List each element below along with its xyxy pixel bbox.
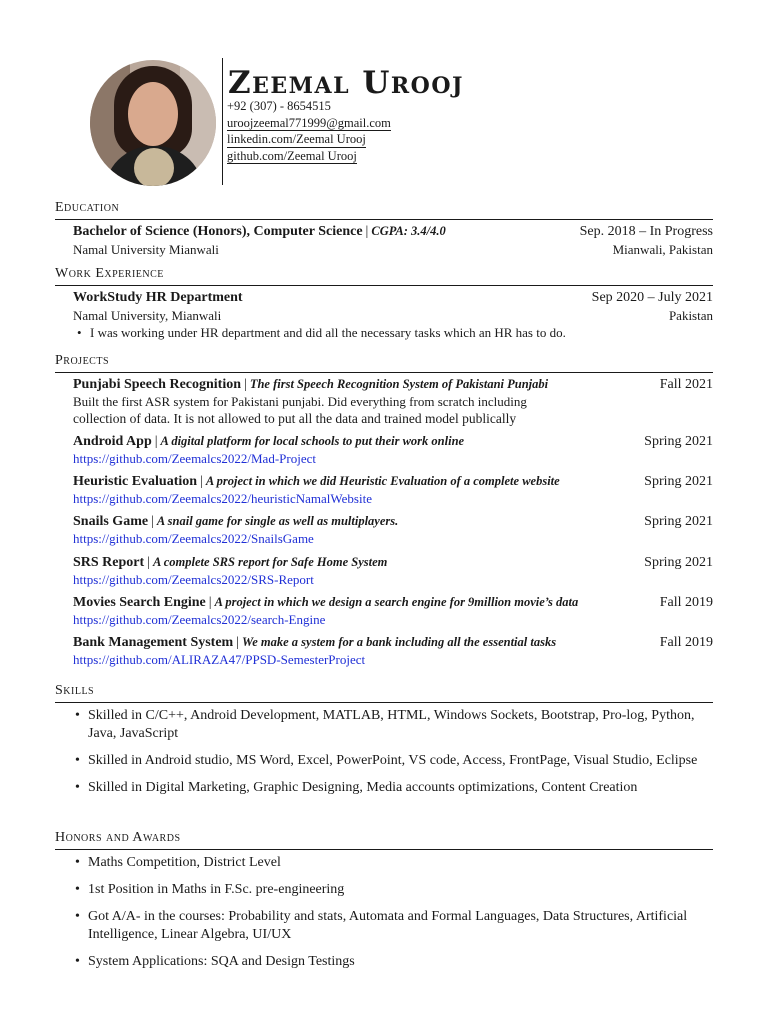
- work-location: Pakistan: [668, 308, 713, 323]
- project-name: Android App: [73, 434, 152, 449]
- section-rule: [55, 702, 713, 703]
- profile-photo: [90, 60, 216, 186]
- project-item: Android App | A digital platform for local schools to put their work online Spring 2021 https://github.com/Zeemalcs2022/Mad-Project: [73, 434, 713, 466]
- project-tagline: We make a system for a bank including all the essential tasks: [242, 635, 557, 649]
- section-rule: [55, 849, 713, 850]
- project-date: Fall 2019: [659, 595, 713, 610]
- project-name: Bank Management System: [73, 635, 234, 650]
- project-tagline: A project in which we did Heuristic Evaluation of a complete website: [205, 474, 560, 488]
- honor-item: • Maths Competition, District Level: [73, 854, 713, 872]
- project-item: SRS Report | A complete SRS report for Safe Home System Spring 2021 https://github.com/Zeemalcs2022/SRS-Report: [73, 555, 713, 587]
- project-tagline: A complete SRS report for Safe Home System: [152, 555, 388, 569]
- project-item: Movies Search Engine | A project in which we design a search engine for 9million movie’s data Fall 2019 https://github.com/Zeemalcs2022/search-Engine: [73, 595, 713, 627]
- degree: Bachelor of Science (Honors), Computer Science: [73, 224, 363, 239]
- project-description: Built the first ASR system for Pakistani punjabi. Did everything from scratch including: [73, 394, 527, 409]
- project-date: Spring 2021: [644, 434, 713, 449]
- skills-heading: Skills: [55, 683, 95, 698]
- work-org: Namal University, Mianwali: [73, 308, 222, 323]
- section-rule: [55, 285, 713, 286]
- project-name: Movies Search Engine: [73, 595, 206, 610]
- work-dates: Sep 2020 – July 2021: [591, 290, 713, 305]
- work-entry: [73, 290, 713, 324]
- education-dates: Sep. 2018 – In Progress: [579, 224, 713, 239]
- github-link[interactable]: github.com/Zeemal Urooj: [227, 148, 357, 163]
- project-item: Punjabi Speech Recognition | The first Speech Recognition System of Pakistani Punjabi Fall 2021 Built the first ASR system for Pakistani punjabi. Did everything from scratch including collection of data. It is not allowed to put all the data and trained model publically: [73, 377, 713, 426]
- section-rule: [55, 372, 713, 373]
- skill-item: • Skilled in Digital Marketing, Graphic Designing, Media accounts optimizations, Content Creation: [73, 779, 713, 797]
- honor-item: • 1st Position in Maths in F.Sc. pre-engineering: [73, 881, 713, 899]
- honors-heading: Honors and Awards: [55, 830, 181, 845]
- project-date: Spring 2021: [644, 514, 713, 529]
- project-name: Punjabi Speech Recognition: [73, 377, 242, 392]
- project-tagline: The first Speech Recognition System of Pakistani Punjabi: [249, 377, 549, 391]
- header-divider: [222, 58, 223, 185]
- project-tagline: A snail game for single as well as multiplayers.: [156, 514, 399, 528]
- education-location: Mianwali, Pakistan: [612, 242, 713, 257]
- skills-list: [73, 707, 713, 797]
- phone: +92 (307) - 8654515: [227, 99, 331, 113]
- project-link[interactable]: https://github.com/Zeemalcs2022/SnailsGame: [73, 531, 314, 546]
- education-heading: Education: [55, 200, 120, 215]
- project-item: Bank Management System | We make a system for a bank including all the essential tasks Fall 2019 https://github.com/ALIRAZA47/PPSD-SemesterProject: [73, 635, 713, 667]
- project-date: Spring 2021: [644, 555, 713, 570]
- project-description: collection of data. It is not allowed to put all the data and trained model publically: [73, 411, 517, 426]
- project-link[interactable]: https://github.com/Zeemalcs2022/heuristicNamalWebsite: [73, 491, 372, 506]
- cgpa: CGPA: 3.4/4.0: [371, 224, 446, 238]
- person-name: Zeemal Urooj: [228, 65, 464, 101]
- project-tagline: A project in which we design a search engine for 9million movie’s data: [214, 595, 579, 609]
- honor-item: • Got A/A- in the courses: Probability and stats, Automata and Formal Languages, Data Structures, Artificial Intelligence, Linear Algebra, UI/UX: [73, 908, 713, 944]
- project-name: Snails Game: [73, 514, 149, 529]
- project-date: Spring 2021: [644, 474, 713, 489]
- work-bullet: • I was working under HR department and did all the necessary tasks which an HR has to do.: [90, 325, 566, 341]
- project-tagline: A digital platform for local schools to put their work online: [160, 434, 465, 448]
- linkedin-link[interactable]: linkedin.com/Zeemal Urooj: [227, 132, 366, 146]
- project-item: Heuristic Evaluation | A project in which we did Heuristic Evaluation of a complete website Spring 2021 https://github.com/Zeemalcs2022/heuristicNamalWebsite: [73, 474, 713, 506]
- project-date: Fall 2021: [659, 377, 713, 392]
- education-entry: Bachelor of Science (Honors), Computer Science | CGPA: 3.4/4.0 Sep. 2018 – In Progress Namal University Mianwali Mianwali, Pakistan: [73, 224, 713, 257]
- project-link[interactable]: https://github.com/Zeemalcs2022/SRS-Report: [73, 572, 314, 587]
- email-link[interactable]: uroojzeemal771999@gmail.com: [227, 115, 391, 130]
- honor-item: • System Applications: SQA and Design Testings: [73, 953, 713, 971]
- honors-list: [73, 854, 713, 971]
- work-role: WorkStudy HR Department: [73, 290, 243, 305]
- project-name: Heuristic Evaluation: [73, 474, 198, 489]
- project-name: SRS Report: [73, 555, 145, 570]
- section-rule: [55, 219, 713, 220]
- project-date: Fall 2019: [659, 635, 713, 650]
- project-link[interactable]: https://github.com/Zeemalcs2022/search-Engine: [73, 612, 326, 627]
- work-heading: Work Experience: [55, 266, 164, 281]
- projects-heading: Projects: [55, 353, 110, 368]
- project-link[interactable]: https://github.com/ALIRAZA47/PPSD-SemesterProject: [73, 652, 366, 667]
- school: Namal University Mianwali: [73, 242, 219, 257]
- contact-block: [227, 98, 391, 164]
- project-link[interactable]: https://github.com/Zeemalcs2022/Mad-Project: [73, 451, 316, 466]
- skill-item: • Skilled in C/C++, Android Development, MATLAB, HTML, Windows Sockets, Bootstrap, Pro-log, Python, Java, JavaScript: [73, 707, 713, 743]
- skill-item: • Skilled in Android studio, MS Word, Excel, PowerPoint, VS code, Access, FrontPage, Visual Studio, Eclipse: [73, 752, 713, 770]
- project-item: Snails Game | A snail game for single as well as multiplayers. Spring 2021 https://github.com/Zeemalcs2022/SnailsGame: [73, 514, 713, 546]
